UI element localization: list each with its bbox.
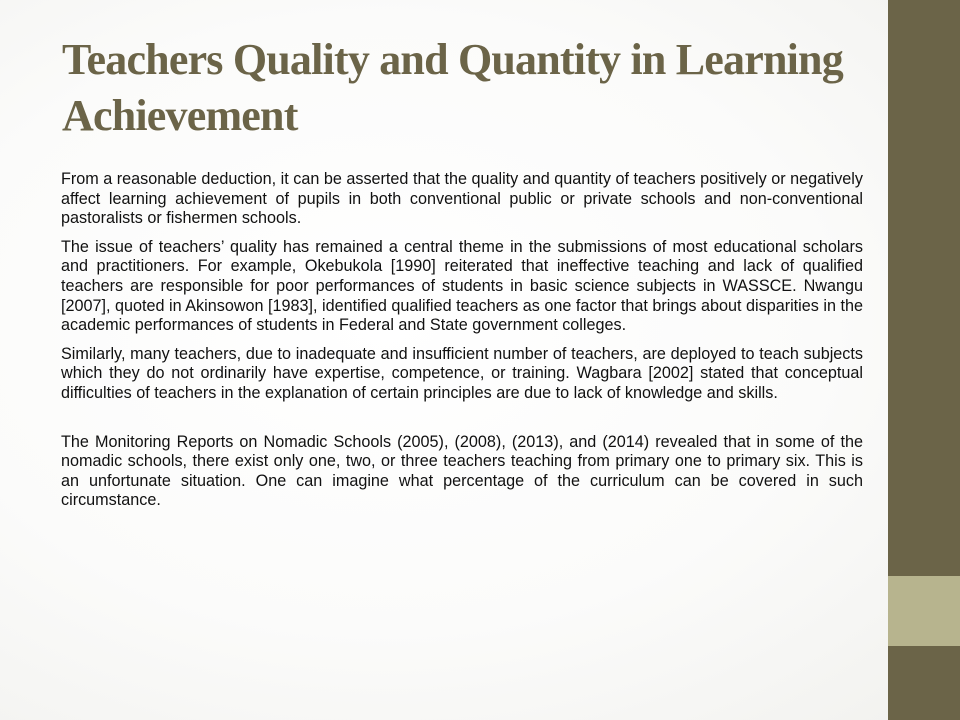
body-paragraph-4: The Monitoring Reports on Nomadic Schools (2005), (2008), (2013), and (2014) revealed that in some of the nomadic schools, there exist only one, two, or three teachers teaching from primary one to primary six. This is an unfortunate situation. One can imagine what percentage of the curriculum can be covered in such circumstance. bbox=[61, 432, 863, 510]
body-paragraph-1: From a reasonable deduction, it can be asserted that the quality and quantity of teachers positively or negatively affect learning achievement of pupils in both conventional public or private schools and non-conventional pastoralists or fishermen schools. bbox=[61, 170, 863, 228]
body-paragraph-3: Similarly, many teachers, due to inadequate and insufficient number of teachers, are deployed to teach subjects which they do not ordinarily have expertise, competence, or training. Wagbara [2002] stated that conceptual difficulties of teachers in the explanation of certain principles are due to lack of knowledge and skills. bbox=[61, 344, 863, 402]
sidebar-band-middle bbox=[888, 576, 960, 646]
body-paragraph-2: The issue of teachers’ quality has remained a central theme in the submissions of most educational scholars and practitioners. For example, Okebukola [1990] reiterated that ineffective teaching and lack of qualified teachers are responsible for poor performances of students in basic science subjects in WASSCE. Nwangu [2007], quoted in Akinsowon [1983], identified qualified teachers as one factor that brings about disparities in the academic performances of students in Federal and State government colleges. bbox=[61, 237, 863, 335]
slide-body bbox=[61, 170, 863, 520]
sidebar-band-top bbox=[888, 0, 960, 576]
sidebar-band-bottom bbox=[888, 646, 960, 720]
slide-title: Teachers Quality and Quantity in Learning Achievement bbox=[62, 35, 843, 140]
